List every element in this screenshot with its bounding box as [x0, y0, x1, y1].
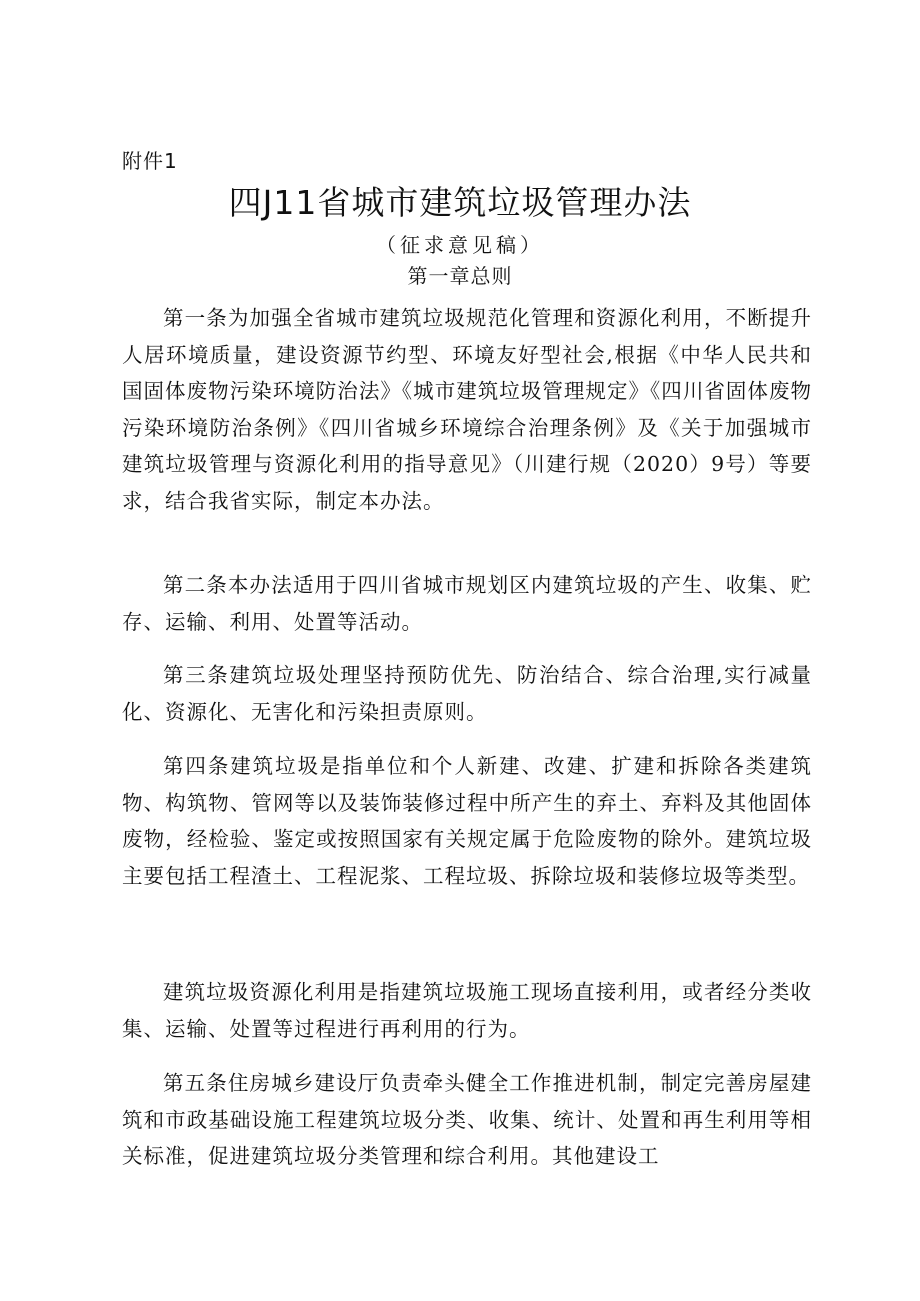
- article-5-paragraph: 第五条住房城乡建设厅负责牵头健全工作推进机制，制定完善房屋建筑和市政基础设施工程建筑垃圾分类、收集、统计、处置和再生利用等相关标准，促进建筑垃圾分类管理和综合利用。其他建设工: [122, 1071, 812, 1168]
- article-1-paragraph: 第一条为加强全省城市建筑垃圾规范化管理和资源化利用，不断提升人居环境质量，建设资源节约型、环境友好型社会,根据《中华人民共和国固体废物污染环境防治法》《城市建筑垃圾管理规定》《四川省固体废物污染环境防治条例》《四川省城乡环境综合治理条例》及《关于加强城市建筑垃圾管理与资源化利用的指导意见》（川建行规（2020）9号）等要求，结合我省实际，制定本办法。: [122, 306, 812, 513]
- attachment-label: 附件1: [122, 149, 178, 173]
- document-subtitle: （征求意见稿）: [376, 233, 544, 257]
- article-4-continuation-paragraph: 建筑垃圾资源化利用是指建筑垃圾施工现场直接利用，或者经分类收集、运输、处置等过程进行再利用的行为。: [122, 980, 812, 1041]
- article-4-paragraph: 第四条建筑垃圾是指单位和个人新建、改建、扩建和拆除各类建筑物、构筑物、管网等以及装饰装修过程中所产生的弃土、弃料及其他固体废物，经检验、鉴定或按照国家有关规定属于危险废物的除外。建筑垃圾主要包括工程渣土、工程泥浆、工程垃圾、拆除垃圾和装修垃圾等类型。: [122, 754, 812, 888]
- document-title: 四J11省城市建筑垃圾管理办法: [228, 183, 692, 222]
- chapter-title: 第一章总则: [407, 264, 513, 288]
- article-2-paragraph: 第二条本办法适用于四川省城市规划区内建筑垃圾的产生、收集、贮存、运输、利用、处置等活动。: [122, 573, 812, 634]
- article-3-paragraph: 第三条建筑垃圾处理坚持预防优先、防治结合、综合治理,实行减量化、资源化、无害化和污染担责原则。: [122, 663, 812, 724]
